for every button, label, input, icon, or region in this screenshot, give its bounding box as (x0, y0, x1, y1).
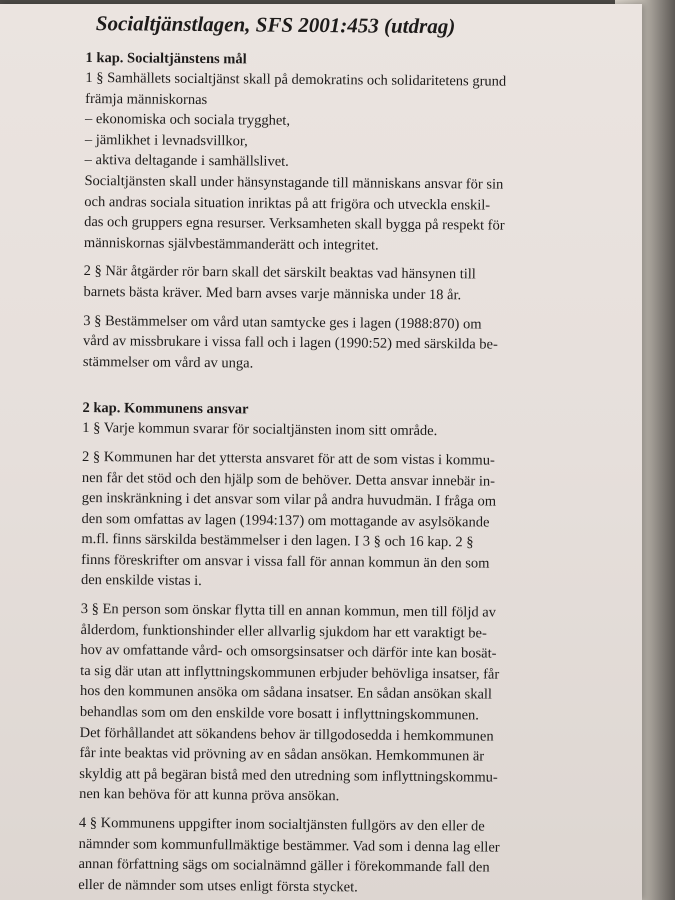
text-line: nen får det stöd och den hjälp som de behöver. Detta ansvar innebär in- (81, 469, 496, 490)
text-line: stämmelser om vård av unga. (82, 353, 254, 372)
text-line: 2 § När åtgärder rör barn skall det särskilt beaktas vad hänsynen till (83, 263, 476, 283)
text-line: barnets bästa kräver. Med barn avses varje människa under 18 år. (83, 283, 462, 304)
text-line: – aktiva deltagande i samhällslivet. (84, 152, 289, 171)
document-title: Socialtjänstlagen, SFS 2001:453 (utdrag) (95, 11, 456, 39)
chapter-heading: 1 kap. Socialtjänstens mål (85, 49, 247, 68)
chapter-heading: 2 kap. Kommunens ansvar (82, 400, 249, 418)
text-line: hov av omfattande vård- och omsorgsinsatser och därför inte kan bosät- (80, 642, 497, 662)
text-line: ta sig där utan att inflyttningskommunen erbjuder behövliga insatser, får (80, 662, 500, 683)
chapters (78, 48, 570, 900)
text-line: skyldig att på begäran bistå med den utredning som inflyttningskommu- (79, 765, 498, 786)
text-line: das och gruppers egna resurser. Verksamheten skall bygga på respekt för (84, 214, 505, 234)
text-line: 1 § Varje kommun svarar för socialtjänsten inom sitt område. (82, 420, 438, 440)
paragraph (83, 261, 568, 306)
text-line: 3 § En person som önskar flytta till en annan kommun, men till följd av (80, 601, 497, 621)
text-line: vård av missbrukare i vissa fall och i lagen (1990:52) med särskilda be- (83, 333, 498, 353)
text-line: hos den kommunen ansöka om sådana insatser. En sådan ansökan skall (79, 683, 493, 704)
book-page (0, 4, 642, 900)
text-line: – ekonomiska och sociala trygghet, (84, 111, 291, 129)
text-line: främja människornas (85, 90, 208, 108)
text-line: 2 § Kommunen har det yttersta ansvaret för att de som vistas i kommu- (82, 448, 495, 469)
text-line: 3 § Bestämmelser om vård utan samtycke ges i lagen (1988:870) om (83, 312, 482, 332)
text-line: annan författning sägs om socialnämnd gäller i förekommande fall den (78, 856, 490, 876)
text-line: m.fl. finns särskilda bestämmelser i den lagen. I 3 § och 16 kap. 2 § (81, 531, 474, 551)
text-line: Socialtjänsten skall under hänsynstagande till människans ansvar för sin (84, 172, 504, 193)
text-line: behandlas som om den enskilde vore bosatt i inflyttningskommunen. (79, 704, 480, 724)
text-line: människornas självbestämmanderätt och integritet. (83, 234, 379, 254)
paragraph (82, 418, 567, 443)
text-line: 1 § Samhällets socialtjänst skall på demokratins och solidaritetens grund (85, 69, 507, 90)
text-line: ålderdom, funktionshinder eller allvarlig sjukdom har ett varaktigt be- (80, 621, 487, 642)
page-text (78, 8, 571, 900)
text-line: eller de nämnder som utses enligt första stycket. (78, 876, 358, 896)
text-line: Det förhållandet att sökandens behov är tillgodosedda i hemkommunen (79, 724, 494, 745)
chapter-section (83, 48, 571, 377)
paragraph (83, 311, 569, 377)
text-line: och andras sociala situation inriktas på att frigöra och utveckla enskil- (84, 193, 491, 214)
text-line: nämnder som kommunfullmäktige bestämmer. Vad som i denna lag eller (78, 835, 500, 856)
paragraph (81, 447, 567, 595)
text-line: får inte beaktas vid prövning av en sådan ansökan. Hemkommunen är (79, 745, 485, 765)
text-line: nen kan behöva för att kunna pröva ansökan. (79, 786, 340, 805)
text-line: den enskilde vistas i. (80, 572, 202, 590)
text-line: 4 § Kommunens uppgifter inom socialtjänsten fullgörs av den eller de (78, 814, 485, 835)
chapter-section (78, 398, 567, 899)
paragraph (78, 813, 564, 900)
text-line: – jämlikhet i levnadsvillkor, (84, 131, 248, 150)
text-line: finns föreskrifter om ansvar i vissa fall för annan kommun än den som (81, 551, 490, 572)
text-line: gen inskränkning i det ansvar som vilar på andra huvudmän. I fråga om (81, 490, 497, 510)
text-line: den som omfattas av lagen (1994:137) om mottagande av asylsökande (81, 510, 490, 531)
paragraph (84, 68, 571, 258)
paragraph (79, 599, 566, 809)
